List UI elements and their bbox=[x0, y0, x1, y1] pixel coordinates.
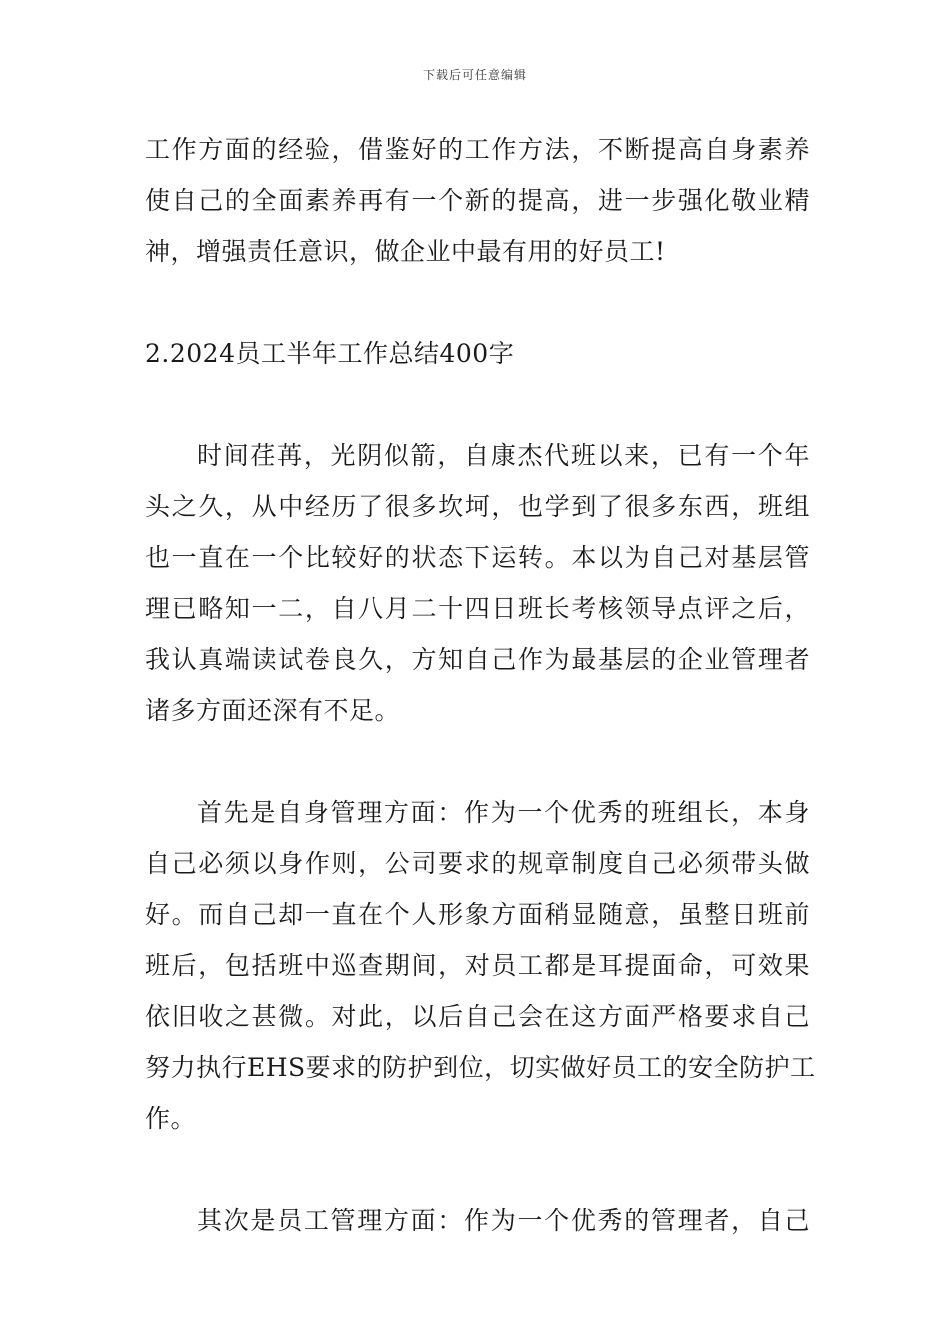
paragraph-spacer bbox=[145, 379, 810, 430]
paragraph-3 bbox=[145, 430, 810, 736]
section-heading bbox=[145, 328, 810, 379]
paragraph-1 bbox=[145, 124, 810, 277]
text-line: 使自己的全面素养再有一个新的提高，进一步强化敬业精 bbox=[145, 186, 810, 215]
document-body bbox=[145, 124, 816, 1246]
page-header-note: 下载后可任意编辑 bbox=[422, 68, 527, 82]
text-line: 诸多方面还深有不足。 bbox=[145, 696, 401, 725]
text-line: 时间荏苒，光阴似箭，自康杰代班以来，已有一个年 bbox=[197, 441, 810, 470]
text-line: 自己必须以身作则，公司要求的规章制度自己必须带头做 bbox=[145, 849, 810, 878]
text-line: 其次是员工管理方面：作为一个优秀的管理者，自己 bbox=[197, 1206, 810, 1235]
paragraph-4 bbox=[145, 787, 816, 1144]
text-line: 依旧收之甚微。对此，以后自己会在这方面严格要求自己 bbox=[145, 1002, 810, 1031]
paragraph-spacer bbox=[145, 736, 810, 787]
text-line: 好。而自己却一直在个人形象方面稍显随意，虽整日班前 bbox=[145, 900, 810, 929]
text-line: 努力执行EHS要求的防护到位，切实做好员工的安全防护工 bbox=[145, 1053, 816, 1082]
text-line: 理已略知一二，自八月二十四日班长考核领导点评之后， bbox=[145, 594, 810, 623]
text-line: 我认真端读试卷良久，方知自己作为最基层的企业管理者 bbox=[145, 645, 810, 674]
text-line: 班后，包括班中巡查期间，对员工都是耳提面命，可效果 bbox=[145, 951, 810, 980]
text-line: 头之久，从中经历了很多坎坷，也学到了很多东西，班组 bbox=[145, 492, 810, 521]
text-line: 作。 bbox=[145, 1104, 197, 1133]
text-line: 也一直在一个比较好的状态下运转。本以为自己对基层管 bbox=[145, 543, 810, 572]
text-line: 工作方面的经验，借鉴好的工作方法，不断提高自身素养 bbox=[145, 135, 810, 164]
section-title: 2.2024员工半年工作总结400字 bbox=[145, 339, 515, 368]
text-line: 首先是自身管理方面：作为一个优秀的班组长，本身 bbox=[197, 798, 810, 827]
text-line: 神，增强责任意识，做企业中最有用的好员工! bbox=[145, 237, 666, 266]
paragraph-spacer bbox=[145, 277, 810, 328]
paragraph-5 bbox=[145, 1195, 810, 1246]
paragraph-spacer bbox=[145, 1144, 810, 1195]
